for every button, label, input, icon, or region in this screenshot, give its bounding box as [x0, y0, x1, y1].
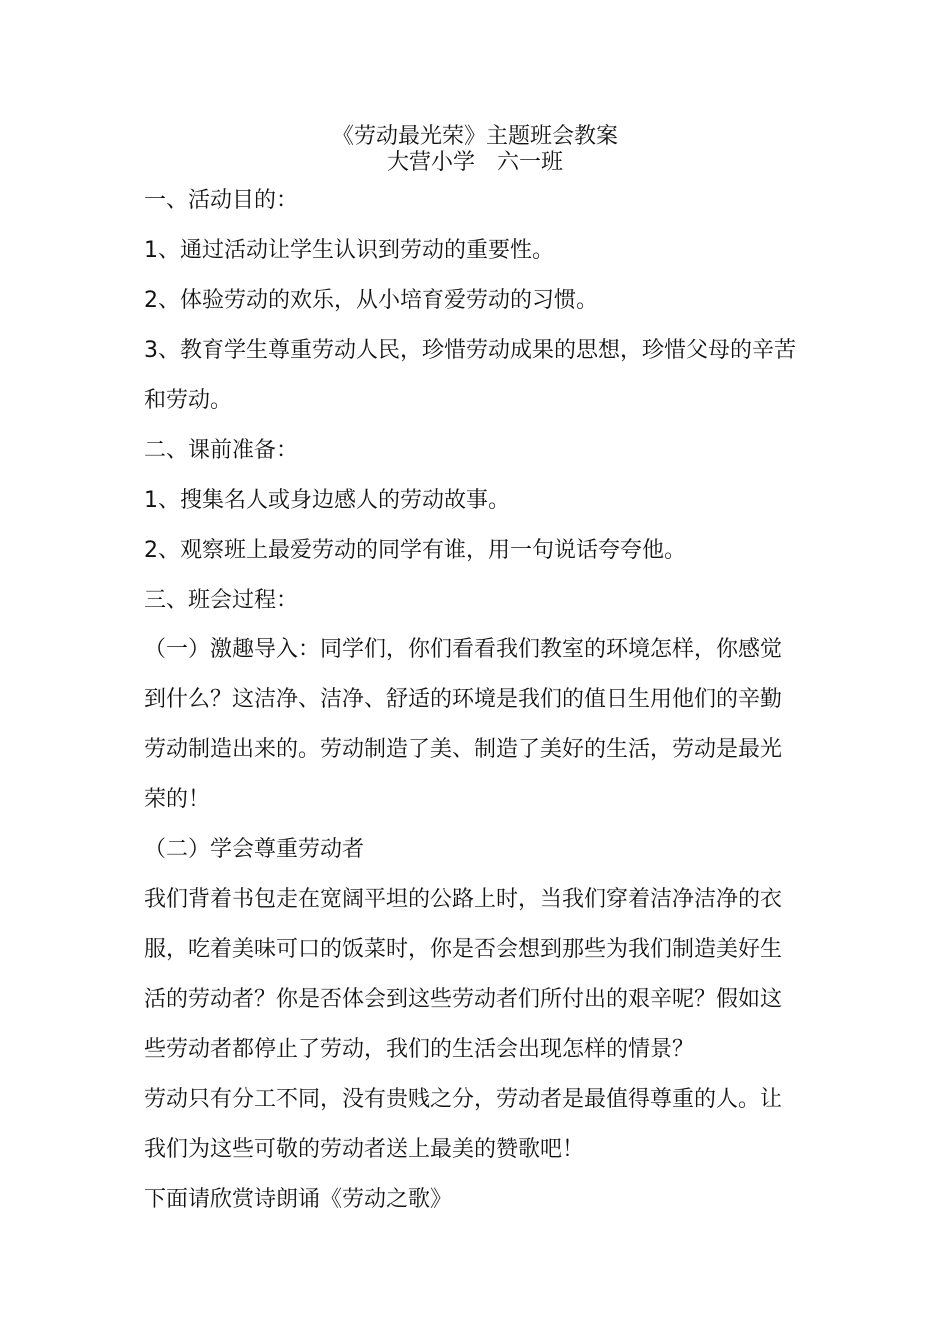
paragraph-line: 下面请欣赏诗朗诵《劳动之歌》: [144, 1187, 453, 1212]
paragraph-line: 2、观察班上最爱劳动的同学有谁，用一句说话夸夸他。: [144, 538, 686, 563]
paragraph-line: 些劳动者都停止了劳动，我们的生活会出现怎样的情景？: [144, 1037, 695, 1062]
paragraph-line: 服，吃着美味可口的饭菜时，你是否会想到那些为我们制造美好生: [144, 937, 783, 962]
document-title: 《劳动最光荣》主题班会教案: [331, 124, 618, 149]
paragraph-line: 劳动制造出来的。劳动制造了美、制造了美好的生活，劳动是最光: [144, 737, 783, 762]
document-subtitle: 大营小学 六一班: [386, 150, 563, 175]
section-heading-purpose: 一、活动目的：: [144, 188, 299, 213]
paragraph-line: 2、体验劳动的欢乐，从小培育爱劳动的习惯。: [144, 288, 598, 313]
paragraph-line: 劳动只有分工不同，没有贵贱之分，劳动者是最值得尊重的人。让: [144, 1087, 783, 1112]
paragraph-line: 到什么？这洁净、洁净、舒适的环境是我们的值日生用他们的辛勤: [144, 687, 783, 712]
paragraph-line: 3、教育学生尊重劳动人民，珍惜劳动成果的思想，珍惜父母的辛苦: [144, 338, 796, 363]
paragraph-line: 我们背着书包走在宽阔平坦的公路上时，当我们穿着洁净洁净的衣: [144, 887, 783, 912]
subsection-heading: （二）学会尊重劳动者: [144, 837, 365, 862]
section-heading-process: 三、班会过程：: [144, 588, 299, 613]
paragraph-line: 活的劳动者？你是否体会到这些劳动者们所付出的艰辛呢？假如这: [144, 987, 783, 1012]
paragraph-line: 1、搜集名人或身边感人的劳动故事。: [144, 488, 510, 513]
paragraph-line: （一）激趣导入：同学们，你们看看我们教室的环境怎样，你感觉: [144, 637, 783, 662]
paragraph-line: 荣的！: [144, 787, 211, 812]
paragraph-line: 和劳动。: [144, 388, 233, 413]
section-heading-preparation: 二、课前准备：: [144, 438, 299, 463]
paragraph-line: 我们为这些可敬的劳动者送上最美的赞歌吧！: [144, 1137, 585, 1162]
paragraph-line: 1、通过活动让学生认识到劳动的重要性。: [144, 238, 554, 263]
